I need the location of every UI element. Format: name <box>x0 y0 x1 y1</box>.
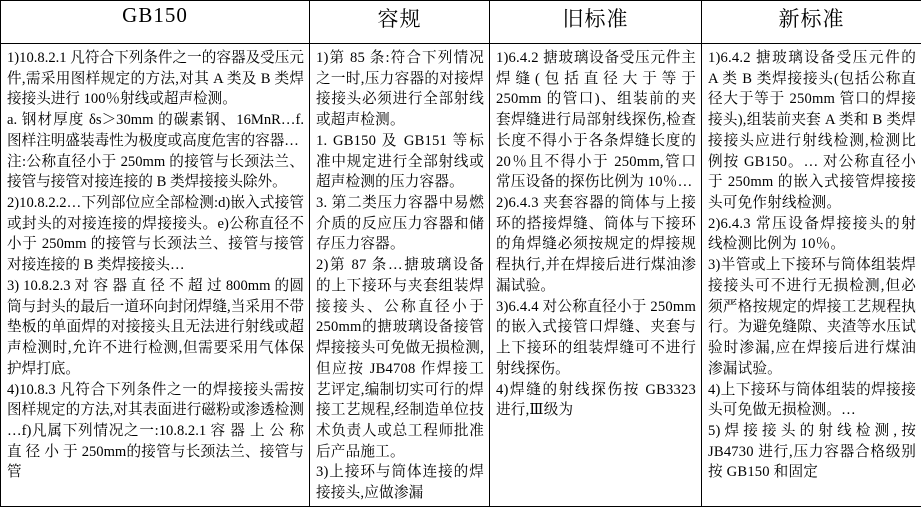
paragraph: 4)焊缝的射线探伤按 GB3323 进行,Ⅲ级为 <box>496 381 696 419</box>
paragraph: 注:公称直径小于 250mm 的接管与长颈法兰、接管与接管对接连接的 B 类焊接接头除外。 <box>7 153 304 191</box>
paragraph: 3)6.4.4 对公称直径小于 250mm 的嵌入式接管口焊缝、夹套与上下接环的组装焊缝可不进行射线探伤。 <box>496 298 696 377</box>
cell-new-standard-content <box>702 44 921 485</box>
paragraph: 4)上下接环与筒体组装的焊接接头可免做无损检测。… <box>708 381 916 419</box>
paragraph: 1. GB150 及 GB151 等标准中规定进行全部射线或超声检测的压力容器。 <box>316 132 484 191</box>
paragraph: 2)第 87 条…搪玻璃设备的上下接环与夹套组装焊接接头、公称直径小于 250mm的搪玻璃设备接管焊接接头可免做无损检测,但应按 JB4708 作焊接工艺评定,编制切实可行的焊接工艺规程,经制造单位技术负责人或总工程师批准后产品施工。 <box>316 257 484 460</box>
paragraph: 4)10.8.3 凡符合下列条件之一的焊接接头需按图样规定的方法,对其表面进行磁粉或渗透检测 …f)凡属下列情况之一:10.8.2.1 容 器 上 公 称 直 径 小 于 250mm的接管与长颈法兰、接管与管 <box>7 381 304 481</box>
paragraph: 3. 第二类压力容器中易燃介质的反应压力容器和储存压力容器。 <box>316 195 484 253</box>
cell-rongui-content <box>310 44 489 506</box>
column-header-gb150 <box>1 1 310 44</box>
cell-gb150-content <box>1 44 309 485</box>
cell-gb150 <box>1 44 310 507</box>
paragraph: 1)6.4.2 搪玻璃设备受压元件的 A 类 B 类焊接接头(包括公称直径大于等于 250mm 管口的焊接接头),组装前夹套 A 类和 B 类焊接接头应进行射线检测,检测比例按 GB150。… 对公称直径小于 250mm 的嵌入式接管焊接接头可免作射线检测。 <box>708 50 916 212</box>
paragraph: 2)6.4.3 夹套容器的筒体与上接环的搭接焊缝、筒体与下接环的角焊缝必须按规定的焊接规程执行,并在焊接后进行煤油渗漏试验。 <box>496 195 696 294</box>
paragraph: 3)上接环与筒体连接的焊接接头,应做渗漏 <box>316 464 484 502</box>
column-header-rongui <box>310 1 490 44</box>
cell-old-standard-content <box>490 44 701 423</box>
paragraph: 3) 10.8.2.3 对 容 器 直 径 不 超 过 800mm 的圆筒与封头的最后一道环向封闭焊缝,当采用不带垫板的单面焊的对接接头且无法进行射线或超声检测时,允许不进行检测,但需要采用气体保护焊打底。 <box>7 277 304 377</box>
cell-rongui <box>310 44 490 507</box>
table-body-row <box>1 44 921 507</box>
column-header-gb150-label: GB150 <box>122 3 188 27</box>
column-header-new-standard <box>702 1 921 44</box>
paragraph: 3)半管或上下接环与筒体组装焊接接头可不进行无损检测,但必须严格按规定的焊接工艺规程执行。为避免缝隙、夹渣等水压试验时渗漏,应在焊接后进行煤油渗漏试验。 <box>708 257 916 377</box>
column-header-rongui-label: 容规 <box>377 7 422 31</box>
paragraph: 1)10.8.2.1 凡符合下列条件之一的容器及受压元件,需采用图样规定的方法,对其 A 类及 B 类焊接接头进行 100％射线或超声检测。 <box>7 50 304 108</box>
paragraph: 2)10.8.2.2…下列部位应全部检测:d)嵌入式接管或封头的对接连接的焊接接头。e)公称直径不小于 250mm 的接管与长颈法兰、接管与接管对接连接的 B 类焊接接头… <box>7 195 304 274</box>
column-header-old-standard-label: 旧标准 <box>562 7 629 31</box>
column-header-old-standard <box>490 1 702 44</box>
column-header-new-standard-label: 新标准 <box>778 7 845 31</box>
cell-new-standard <box>702 44 921 507</box>
paragraph: 5)焊接接头的射线检测,按 JB4730 进行,压力容器合格级别按 GB150 和固定 <box>708 422 916 481</box>
paragraph: 1)第 85 条:符合下列情况之一时,压力容器的对接焊接接头必须进行全部射线或超声检测。 <box>316 50 484 129</box>
table-header-row <box>1 1 921 44</box>
paragraph: a. 钢材厚度 δs＞30mm 的碳素钢、16MnR…f.图样注明盛装毒性为极度或高度危害的容器… <box>7 112 304 149</box>
cell-old-standard <box>490 44 702 507</box>
paragraph: 1)6.4.2 搪玻璃设备受压元件主焊缝(包括直径大于等于 250mm 的管口)、组装前的夹套焊缝进行局部射线探伤,检查长度不得小于各条焊缝长度的 20％且不得小于 250mm,管口常压设备的探伤比例为 10％… <box>496 50 696 191</box>
paragraph: 2)6.4.3 常压设备焊接接头的射线检测比例为 10％。 <box>708 215 916 253</box>
